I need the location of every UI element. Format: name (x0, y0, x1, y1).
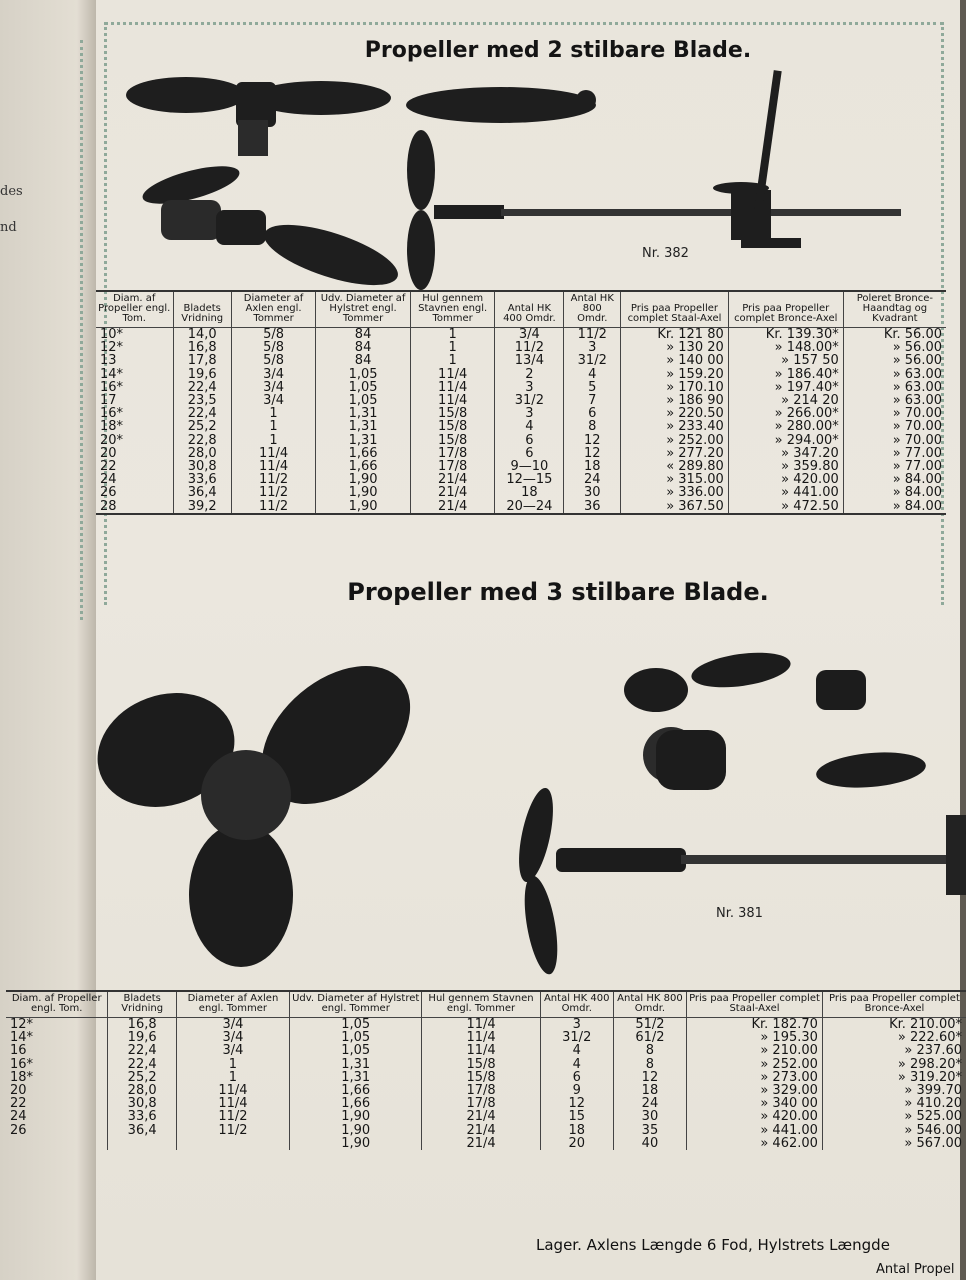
table-cell: 22,4 (108, 1058, 176, 1071)
table-cell: 8 (613, 1058, 686, 1071)
table-cell: » 294.00* (728, 434, 843, 447)
col-header: Udv. Diameter af Hylstret engl. Tommer (316, 291, 411, 328)
table-cell: » 220.50 (621, 407, 729, 420)
table-cell: 1,90 (316, 500, 411, 514)
table-cell: 16,8 (173, 341, 231, 354)
table-cell: » 214 20 (728, 394, 843, 407)
table-cell: 28,0 (173, 447, 231, 460)
table-row (96, 354, 946, 367)
table-cell: » 336.00 (621, 486, 729, 499)
table-cell: » 359.80 (728, 460, 843, 473)
table-cell: 1 (410, 354, 495, 367)
col-header: Hul gennem Stavnen engl. Tommer (410, 291, 495, 328)
table-cell: 11/4 (231, 447, 315, 460)
table-cell: 1,90 (316, 473, 411, 486)
table-cell: 18* (96, 420, 173, 433)
table-cell: » 84.00 (892, 498, 942, 514)
table-cell: » 70.00 (892, 406, 942, 422)
propeller-2-blade-illustrations (116, 60, 936, 285)
table-cell: 1,66 (289, 1084, 421, 1097)
table-cell: 1,05 (316, 381, 411, 394)
col-header: Diam. af Propeller engl. Tom. (6, 991, 108, 1018)
table-cell: 51/2 (613, 1018, 686, 1032)
table-cell: 1 (176, 1071, 289, 1084)
table-cell: » 347.20 (728, 447, 843, 460)
table-cell: 10* (96, 328, 173, 342)
table-cell: 5/8 (231, 341, 315, 354)
table-cell: » 222.60* (897, 1030, 962, 1046)
table-cell: 30 (564, 486, 621, 499)
table-cell: » 420.00 (728, 473, 843, 486)
table-cell: 1,05 (289, 1044, 421, 1057)
col-header: Poleret Bronce-Haandtag og Kvadrant (843, 291, 946, 328)
table-cell: 11/4 (410, 368, 495, 381)
table-cell: 1,31 (316, 407, 411, 420)
table-cell: 84 (316, 341, 411, 354)
table-cell: 30,8 (108, 1097, 176, 1110)
footer-text: Lager. Axlens Længde 6 Fod, Hylstrets Længde (536, 1236, 890, 1254)
table-cell (6, 1137, 108, 1150)
table-cell: 31/2 (540, 1031, 613, 1044)
table-cell: 24 (6, 1110, 108, 1123)
table-cell: 12 (564, 434, 621, 447)
table-cell: » 472.50 (728, 500, 843, 514)
col-header: Diameter af Axlen engl. Tommer (176, 991, 289, 1018)
table-cell: 12—15 (495, 473, 564, 486)
table-cell: 1,31 (289, 1058, 421, 1071)
table-row (96, 328, 946, 342)
table-cell: 21/4 (422, 1110, 540, 1123)
table-cell: » 546.00 (904, 1122, 962, 1138)
table-header-row (6, 991, 966, 1018)
table-cell: 13/4 (495, 354, 564, 367)
table-cell: 1,90 (289, 1110, 421, 1123)
table-cell: 11/4 (422, 1018, 540, 1032)
table-cell: 1 (176, 1058, 289, 1071)
table-cell: 1,31 (316, 434, 411, 447)
table-cell: 1,90 (289, 1124, 421, 1137)
table-cell: » 159.20 (621, 368, 729, 381)
table-cell: 12 (564, 447, 621, 460)
col-header: Antal HK 800 Omdr. (613, 991, 686, 1018)
table-cell: 21/4 (410, 500, 495, 514)
table-cell: 6 (564, 407, 621, 420)
table-cell: 12* (96, 341, 173, 354)
table-cell: » 340 00 (687, 1097, 823, 1110)
table-cell: 17/8 (410, 447, 495, 460)
table-cell: 1,31 (316, 420, 411, 433)
table-cell: 28 (96, 500, 173, 514)
table-row (96, 434, 946, 447)
table-cell: » 315.00 (621, 473, 729, 486)
col-header: Pris paa Propeller complet Bronce-Axel (728, 291, 843, 328)
table-cell: 1,66 (316, 460, 411, 473)
table-cell: 5 (564, 381, 621, 394)
table-cell: 1 (410, 328, 495, 342)
table-cell: Kr. 139.30* (728, 328, 843, 342)
table-cell: 20* (96, 434, 173, 447)
table-cell: 14,0 (173, 328, 231, 342)
table-cell: 18* (6, 1071, 108, 1084)
table-cell: Kr. 182.70 (687, 1018, 823, 1032)
footer-text-2: Antal Propel (876, 1262, 955, 1277)
table-cell: 31/2 (564, 354, 621, 367)
table-cell: 9 (540, 1084, 613, 1097)
table-cell: 6 (540, 1071, 613, 1084)
table-cell: 36,4 (108, 1124, 176, 1137)
table-cell: » 298.20* (897, 1056, 962, 1072)
table-cell: 24 (564, 473, 621, 486)
table-cell: 22,8 (173, 434, 231, 447)
table-cell: » 329.00 (687, 1084, 823, 1097)
spec-table-3-blade (6, 990, 966, 1150)
table-cell: 1,66 (289, 1097, 421, 1110)
table-cell: 18 (564, 460, 621, 473)
table-cell: » 367.50 (621, 500, 729, 514)
table-cell: 11/2 (495, 341, 564, 354)
table-cell: » 252.00 (621, 434, 729, 447)
table-cell: 1,66 (316, 447, 411, 460)
table-cell: » 186.40* (728, 368, 843, 381)
table-cell: 20 (540, 1137, 613, 1150)
table-cell: Kr. 121 80 (621, 328, 729, 342)
table-cell: » 280.00* (728, 420, 843, 433)
col-header: Pris paa Propeller complet Staal-Axel (621, 291, 729, 328)
table-cell: 9—10 (495, 460, 564, 473)
col-header: Hul gennem Stavnen engl. Tommer (422, 991, 540, 1018)
left-page-fragment: des (0, 184, 23, 199)
table-cell: 20 (96, 447, 173, 460)
table-cell: 1,05 (316, 394, 411, 407)
table-cell: 3 (495, 381, 564, 394)
table-cell: 19,6 (108, 1031, 176, 1044)
table-cell: 30 (613, 1110, 686, 1123)
spec-table-2-blade (96, 290, 946, 515)
table-cell: » 410.20 (904, 1096, 962, 1112)
table-cell: » 63.00 (892, 379, 942, 395)
table-cell: » 170.10 (621, 381, 729, 394)
table-cell: 36 (564, 500, 621, 514)
table-cell: » 140 00 (621, 354, 729, 367)
table-cell: 21/4 (410, 486, 495, 499)
table-cell: 8 (613, 1044, 686, 1057)
table-cell: » 84.00 (892, 485, 942, 501)
table-cell: 12 (613, 1071, 686, 1084)
table-cell: 3/4 (176, 1031, 289, 1044)
table-cell: » 252.00 (687, 1058, 823, 1071)
table-cell: » 56.00 (892, 353, 942, 369)
table-cell: 16* (6, 1058, 108, 1071)
table-cell: 61/2 (613, 1031, 686, 1044)
table-cell: 15 (540, 1110, 613, 1123)
table-cell: » 148.00* (728, 341, 843, 354)
table-cell: 16,8 (108, 1018, 176, 1032)
table-cell: » 157 50 (728, 354, 843, 367)
table-cell: 3/4 (231, 368, 315, 381)
table-cell: 39,2 (173, 500, 231, 514)
table-cell: 20 (6, 1084, 108, 1097)
decorative-border (50, 40, 83, 620)
table-cell: 7 (564, 394, 621, 407)
table-cell: 3/4 (231, 394, 315, 407)
table-cell: 3 (564, 341, 621, 354)
table-cell: 1,90 (316, 486, 411, 499)
table-cell: » 277.20 (621, 447, 729, 460)
table-cell: 11/2 (231, 486, 315, 499)
table-cell: 11/4 (422, 1031, 540, 1044)
col-header: Antal HK 800 Omdr. (564, 291, 621, 328)
col-header: Antal HK 400 Omdr. (495, 291, 564, 328)
table-cell: 21/4 (422, 1124, 540, 1137)
section-title-3-blade: Propeller med 3 stilbare Blade. (347, 578, 769, 606)
table-cell: » 77.00 (892, 459, 942, 475)
table-cell: 3/4 (231, 381, 315, 394)
table-cell: 1,05 (289, 1031, 421, 1044)
table-cell: 1 (231, 434, 315, 447)
table-cell: 8 (564, 420, 621, 433)
table-cell: 21/4 (422, 1137, 540, 1150)
table-cell: » 84.00 (892, 472, 942, 488)
table-cell: 4 (540, 1044, 613, 1057)
table-cell: 17/8 (422, 1097, 540, 1110)
table-cell: 28,0 (108, 1084, 176, 1097)
table-cell: 3/4 (495, 328, 564, 342)
table-cell (176, 1137, 289, 1150)
table-cell (108, 1137, 176, 1150)
table-cell: » 462.00 (687, 1137, 823, 1150)
table-cell: 25,2 (108, 1071, 176, 1084)
table-cell: 84 (316, 354, 411, 367)
table-row (6, 1137, 966, 1150)
table-cell: 35 (613, 1124, 686, 1137)
table-cell: 84 (316, 328, 411, 342)
table-row (6, 1018, 966, 1032)
table-cell: 15/8 (410, 407, 495, 420)
propeller-3-blade-illustrations (16, 565, 956, 985)
left-page-fragment: nd (0, 220, 17, 235)
table-cell: 15/8 (422, 1071, 540, 1084)
table-cell: » 186 90 (621, 394, 729, 407)
table-cell: » 525.00 (904, 1109, 962, 1125)
table-row (6, 1110, 966, 1123)
table-cell: 11/4 (410, 381, 495, 394)
table-cell: Kr. 210.00* (889, 1017, 962, 1032)
table-cell: 30,8 (173, 460, 231, 473)
table-cell: 13 (96, 354, 173, 367)
table-cell: 16 (6, 1044, 108, 1057)
table-cell: » 441.00 (728, 486, 843, 499)
table-cell: 2 (495, 368, 564, 381)
table-cell: » 130 20 (621, 341, 729, 354)
table-cell: » 70.00 (892, 432, 942, 448)
table-cell: » 195.30 (687, 1031, 823, 1044)
table-cell: 21/4 (410, 473, 495, 486)
table-cell: Kr. 56.00 (883, 327, 942, 342)
table-cell: 22 (96, 460, 173, 473)
table-cell: 22,4 (173, 407, 231, 420)
table-cell: 11/2 (176, 1124, 289, 1137)
table-cell: 4 (495, 420, 564, 433)
table-cell: 3 (540, 1018, 613, 1032)
col-header: Bladets Vridning (173, 291, 231, 328)
col-header: Bladets Vridning (108, 991, 176, 1018)
table-cell: 15/8 (422, 1058, 540, 1071)
table-row (96, 486, 946, 499)
figure-caption-382: Nr. 382 (642, 246, 689, 261)
table-cell: 11/4 (231, 460, 315, 473)
table-cell: » 237.60 (904, 1043, 962, 1059)
table-cell: « 289.80 (621, 460, 729, 473)
table-cell: 22,4 (108, 1044, 176, 1057)
table-cell: 16* (96, 407, 173, 420)
table-cell: » 233.40 (621, 420, 729, 433)
col-header: Diameter af Axlen engl. Tommer (231, 291, 315, 328)
table-cell: 3/4 (176, 1044, 289, 1057)
figure-caption-381: Nr. 381 (716, 906, 763, 921)
table-cell: 18 (495, 486, 564, 499)
table-cell: 11/2 (176, 1110, 289, 1123)
table-cell: 11/2 (564, 328, 621, 342)
table-cell: 18 (613, 1084, 686, 1097)
table-cell: 6 (495, 434, 564, 447)
table-cell: 1,05 (316, 368, 411, 381)
table-cell: 11/4 (410, 394, 495, 407)
table-row (6, 1124, 966, 1137)
table-cell: » 77.00 (892, 445, 942, 461)
table-cell: » 319.20* (897, 1069, 962, 1085)
table-cell: 40 (613, 1137, 686, 1150)
table-cell: 20—24 (495, 500, 564, 514)
table-cell: 26 (6, 1124, 108, 1137)
table-row (6, 1044, 966, 1057)
table-cell: 17,8 (173, 354, 231, 367)
table-cell: » 70.00 (892, 419, 942, 435)
col-header: Udv. Diameter af Hylstret engl. Tommer (289, 991, 421, 1018)
table-cell: 17 (96, 394, 173, 407)
table-cell: 1 (231, 407, 315, 420)
table-cell: 11/2 (231, 473, 315, 486)
table-cell: 11/4 (422, 1044, 540, 1057)
col-header: Diam. af Propeller engl. Tom. (96, 291, 173, 328)
table-cell: 11/2 (231, 500, 315, 514)
table-cell: 1 (231, 420, 315, 433)
table-cell: » 56.00 (892, 340, 942, 356)
table-cell: 18 (540, 1124, 613, 1137)
table-cell: » 266.00* (728, 407, 843, 420)
table-row (6, 1058, 966, 1071)
table-cell: 33,6 (108, 1110, 176, 1123)
table-cell: 26 (96, 486, 173, 499)
section-title-2-blade: Propeller med 2 stilbare Blade. (364, 38, 752, 63)
table-cell: 4 (540, 1058, 613, 1071)
table-cell: » 420.00 (687, 1110, 823, 1123)
col-header: Antal HK 400 Omdr. (540, 991, 613, 1018)
table-cell: 24 (96, 473, 173, 486)
table-cell: 22 (6, 1097, 108, 1110)
table-cell: 33,6 (173, 473, 231, 486)
table-cell: 1,05 (289, 1018, 421, 1032)
table-cell: 17/8 (410, 460, 495, 473)
table-cell: 1 (410, 341, 495, 354)
table-row (96, 420, 946, 433)
table-cell: 17/8 (422, 1084, 540, 1097)
table-cell: 25,2 (173, 420, 231, 433)
table-cell: 31/2 (495, 394, 564, 407)
table-row (96, 500, 946, 514)
table-cell: » 273.00 (687, 1071, 823, 1084)
table-cell: 15/8 (410, 420, 495, 433)
table-cell: 1,90 (289, 1137, 421, 1150)
table-cell: 24 (613, 1097, 686, 1110)
table-cell: 3/4 (176, 1018, 289, 1032)
table-cell: 3 (495, 407, 564, 420)
col-header: Pris paa Propeller complet Staal-Axel (687, 991, 823, 1018)
table-cell: 14* (6, 1031, 108, 1044)
table-cell: 19,6 (173, 368, 231, 381)
table-row (96, 368, 946, 381)
table-cell: » 210.00 (687, 1044, 823, 1057)
table-cell: 16* (96, 381, 173, 394)
table-cell: 5/8 (231, 354, 315, 367)
table-header-row (96, 291, 946, 328)
table-cell: 11/4 (176, 1084, 289, 1097)
col-header: Pris paa Propeller complet Bronce-Axel (822, 991, 966, 1018)
table-cell: 12 (540, 1097, 613, 1110)
table-cell: 22,4 (173, 381, 231, 394)
table-cell: » 567.00 (904, 1135, 962, 1151)
table-cell: » 63.00 (892, 393, 942, 409)
table-cell: 15/8 (410, 434, 495, 447)
table-cell: 14* (96, 368, 173, 381)
table-cell: » 441.00 (687, 1124, 823, 1137)
table-cell: 12* (6, 1018, 108, 1032)
table-cell: » 63.00 (892, 366, 942, 382)
table-cell: 5/8 (231, 328, 315, 342)
table-cell: 23,5 (173, 394, 231, 407)
table-cell: 11/4 (176, 1097, 289, 1110)
table-cell: 6 (495, 447, 564, 460)
table-cell: 1,31 (289, 1071, 421, 1084)
table-cell: 4 (564, 368, 621, 381)
table-cell: 36,4 (173, 486, 231, 499)
table-cell: » 197.40* (728, 381, 843, 394)
table-cell: » 399.70 (904, 1083, 962, 1099)
